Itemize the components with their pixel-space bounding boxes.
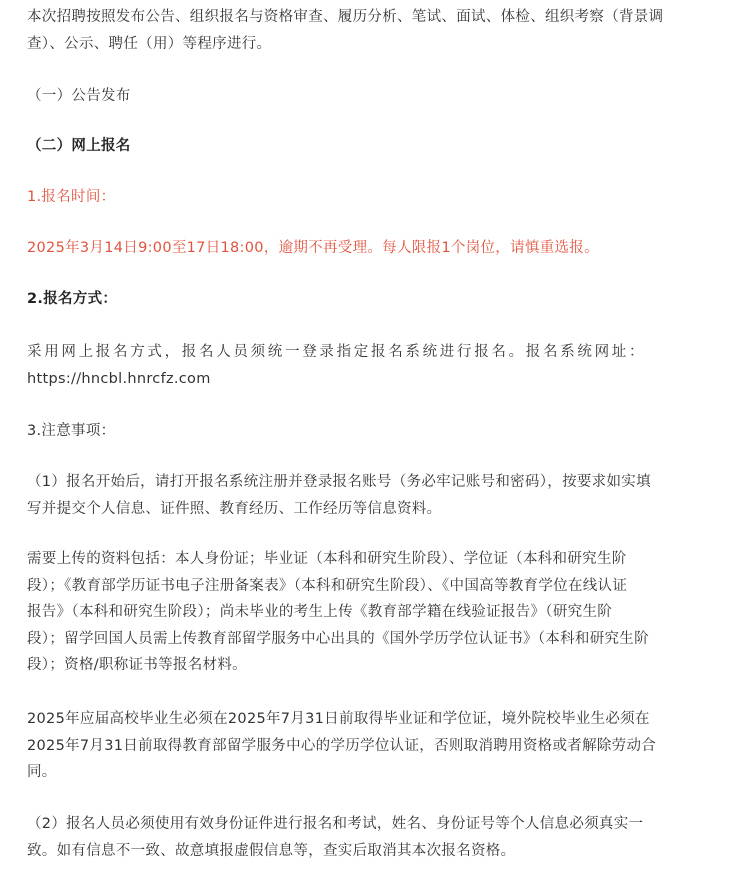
intro-line: 查）、公示、聘任（用）等程序进行。 [27, 35, 272, 52]
upload-line: 段）；资格/职称证书等报名材料。 [27, 657, 247, 673]
registration-url: https://hncbl.hnrcfz.com [27, 370, 211, 387]
grad-line: 2025年应届高校毕业生必须在2025年7月31日前取得毕业证和学位证，境外院校毕业生必须在 [27, 711, 650, 727]
upload-line: 报告》（本科和研究生阶段）；尚未毕业的考生上传《教育部学籍在线验证报告》（研究生阶 [27, 604, 613, 620]
upload-materials-paragraph [27, 546, 717, 679]
registration-time-heading: 1.报名时间： [27, 189, 116, 205]
notes-heading: 3.注意事项： [27, 423, 116, 439]
upload-line: 段）；留学回国人员需上传教育部留学服务中心出具的《国外学历学位认证书》（本科和研究生阶 [27, 630, 649, 647]
upload-line: 需要上传的资料包括：本人身份证；毕业证（本科和研究生阶段）、学位证（本科和研究生阶 [27, 551, 627, 567]
registration-time-text: 2025年3月14日9:00至17日18:00，逾期不再受理。每人限报1个岗位，请慎重选报。 [27, 240, 599, 256]
graduate-requirement-paragraph [27, 706, 717, 786]
note-line: （1）报名开始后，请打开报名系统注册并登录报名账号（务必牢记账号和密码），按要求如实填 [27, 474, 651, 490]
note-line: （2）报名人员必须使用有效身份证件进行报名和考试，姓名、身份证号等个人信息必须真实一 [27, 816, 644, 832]
section-heading-announcement: （一）公告发布 [27, 88, 131, 104]
note-2-paragraph [27, 811, 717, 864]
grad-line: 同。 [27, 764, 57, 780]
note-line: 写并提交个人信息、证件照、教育经历、工作经历等信息资料。 [27, 500, 442, 517]
upload-line: 段）；《教育部学历证书电子注册备案表》（本科和研究生阶段）、《中国高等教育学位在线认证 [27, 577, 628, 594]
registration-method-paragraph [27, 339, 717, 392]
intro-line: 本次招聘按照发布公告、组织报名与资格审查、履历分析、笔试、面试、体检、组织考察（背景调 [27, 9, 664, 25]
grad-line: 2025年7月31日前取得教育部留学服务中心的学历学位认证，否则取消聘用资格或者解除劳动合 [27, 737, 657, 754]
note-1-paragraph [27, 469, 717, 522]
intro-paragraph [27, 4, 717, 57]
method-line: 采用网上报名方式，报名人员须统一登录指定报名系统进行报名。报名系统网址： [27, 344, 647, 360]
registration-method-heading: 2.报名方式： [27, 291, 118, 307]
section-heading-online-registration: （二）网上报名 [27, 138, 131, 154]
note-line: 致。如有信息不一致、故意填报虚假信息等，查实后取消其本次报名资格。 [27, 842, 516, 859]
